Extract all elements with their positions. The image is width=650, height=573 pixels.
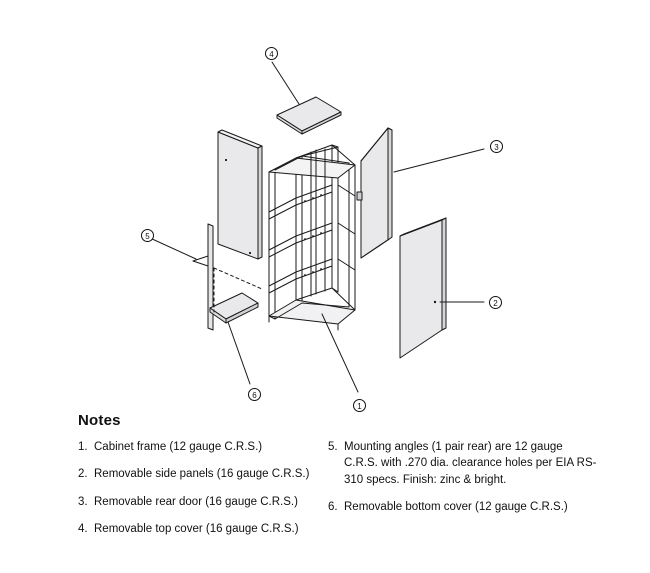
bottom-cover-part — [210, 268, 262, 323]
note-number: 1. — [78, 441, 88, 453]
note-number: 4. — [78, 522, 88, 535]
note-item — [78, 521, 328, 537]
left-side-panel-part — [218, 130, 262, 259]
note-text: Removable top cover (16 gauge C.R.S.) — [94, 522, 299, 535]
note-number: 6. — [328, 500, 338, 513]
leader-3 — [394, 149, 484, 172]
note-text: Removable bottom cover (12 gauge C.R.S.) — [344, 500, 568, 513]
note-text: Cabinet frame (12 gauge C.R.S.) — [94, 441, 263, 453]
note-number: 5. — [328, 441, 338, 453]
callout-5[interactable]: 5 — [141, 229, 154, 242]
leader-4 — [272, 62, 299, 104]
leader-5 — [150, 238, 196, 259]
note-item — [78, 439, 328, 455]
leader-1 — [322, 314, 358, 392]
note-number: 2. — [78, 468, 88, 481]
note-item — [328, 499, 598, 515]
note-text: Removable rear door (16 gauge C.R.S.) — [94, 495, 298, 508]
notes-title: Notes — [78, 412, 121, 429]
callout-1[interactable]: 1 — [353, 399, 366, 412]
callout-2[interactable]: 2 — [489, 296, 502, 309]
notes-column-right — [328, 439, 598, 526]
callout-6[interactable]: 6 — [248, 388, 261, 401]
mounting-angle-part — [193, 224, 213, 330]
note-item — [78, 466, 328, 482]
rear-door-part — [357, 128, 392, 258]
note-number: 3. — [78, 495, 88, 508]
note-text: Removable side panels (16 gauge C.R.S.) — [94, 468, 310, 481]
top-cover-part — [277, 97, 341, 134]
note-item — [78, 494, 328, 510]
notes-columns — [78, 439, 598, 548]
cabinet-frame-part — [269, 145, 355, 330]
notes-column-left — [78, 439, 328, 548]
notes-block — [78, 412, 598, 548]
callout-3[interactable]: 3 — [490, 140, 503, 153]
leader-6 — [228, 322, 250, 384]
note-item — [328, 439, 598, 488]
right-side-panel-part — [400, 218, 446, 358]
callout-4[interactable]: 4 — [265, 47, 278, 60]
note-text: Mounting angles (1 pair rear) are 12 gauge C.R.S. with .270 dia. clearance holes per EIA RS-310 specs. Finish: zinc & bright. — [344, 441, 597, 486]
